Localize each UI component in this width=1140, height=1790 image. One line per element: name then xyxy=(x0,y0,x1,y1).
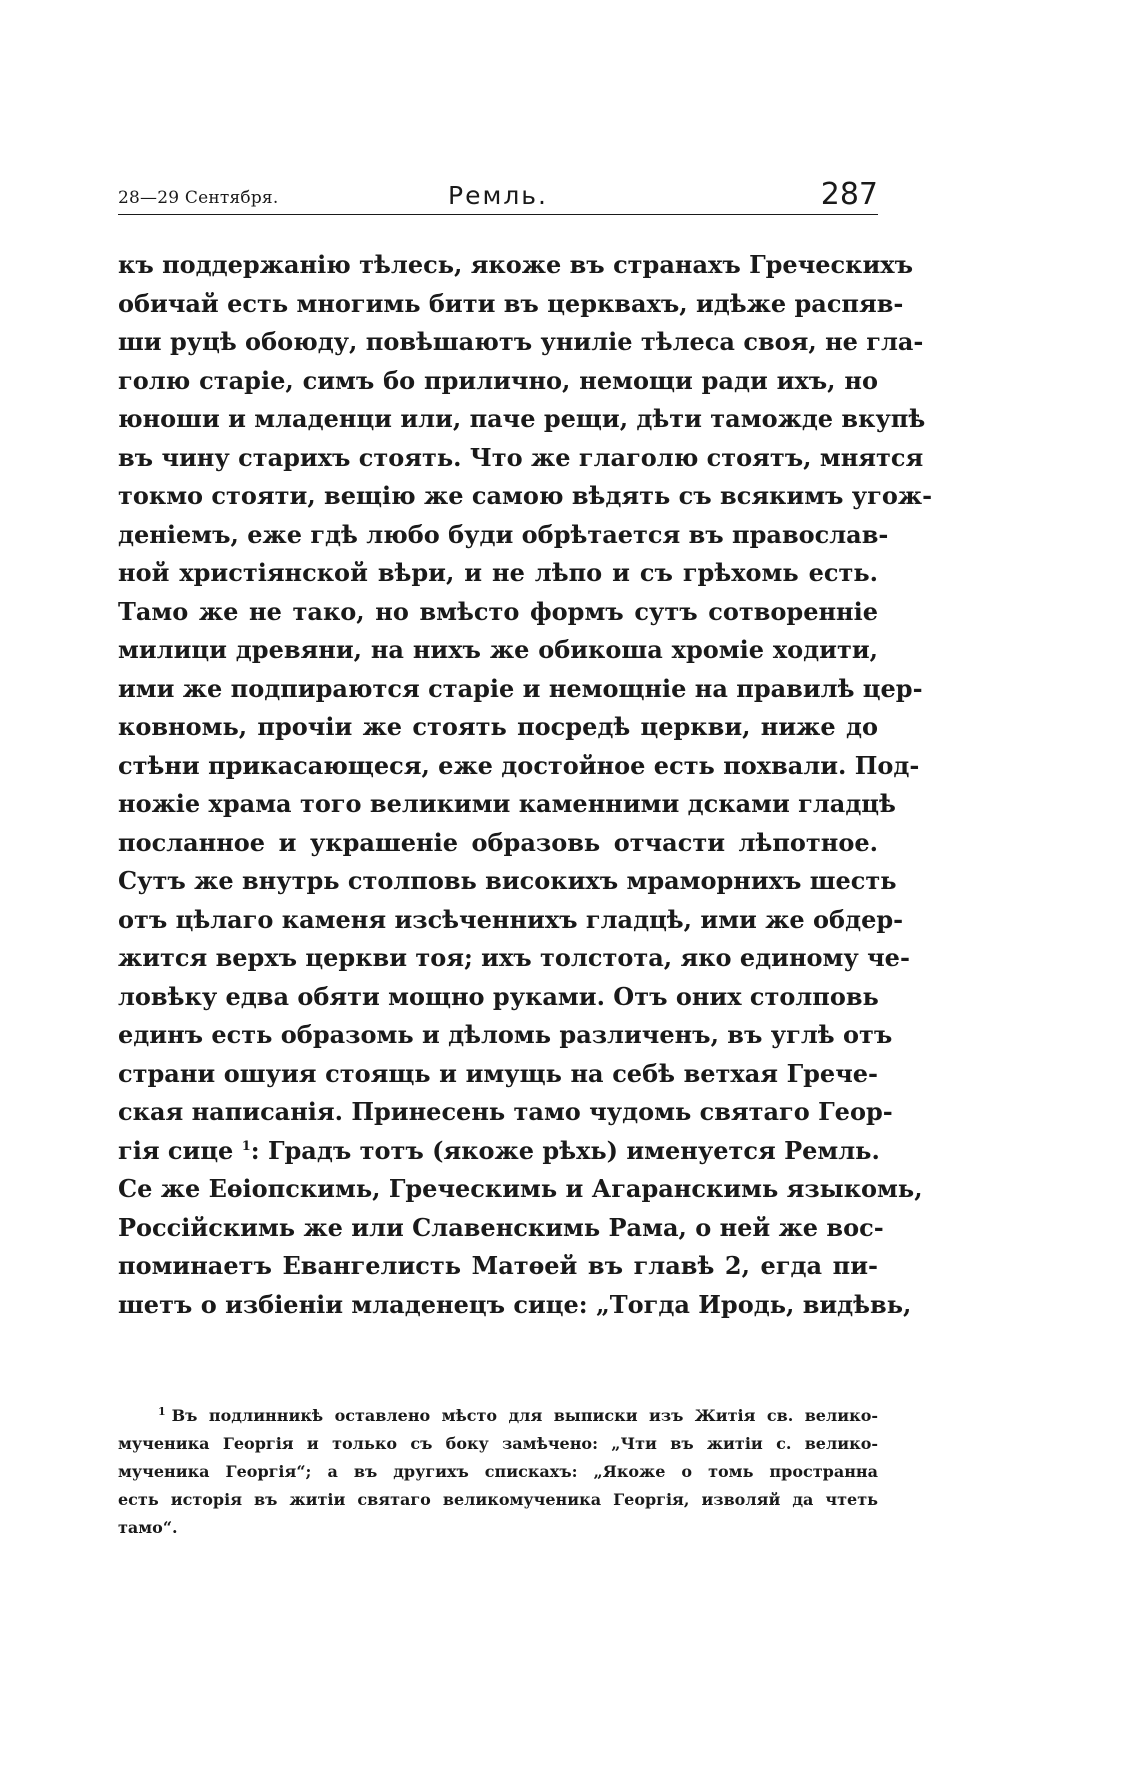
text-line: токмо стояти, вещію же самою вѣдять съ всякимъ угож- xyxy=(118,481,933,510)
footnote-reference[interactable]: 1 xyxy=(241,1138,251,1154)
text-line: ловѣку едва обяти мощно руками. Отъ оних столповь xyxy=(118,981,879,1011)
footnote-line: мученика Георгія“; а въ другихъ спискахъ: „Якоже о томь пространна xyxy=(118,1462,878,1481)
text-segment: гія сице xyxy=(118,1135,234,1165)
text-line: ими же подпираются старіе и немощніе на правилѣ цер- xyxy=(118,673,923,703)
page-header xyxy=(118,170,878,214)
header-rule xyxy=(118,214,878,215)
text-line: ковномь, прочіи же стоять посредѣ церкви, ниже до xyxy=(118,712,878,741)
body-text xyxy=(118,246,933,1324)
text-line: жится верхъ церкви тоя; ихъ толстота, яко единому че- xyxy=(118,943,910,972)
text-segment: : Градъ тотъ (якоже рѣхь) именуется Ремль. xyxy=(250,1135,880,1165)
text-line: деніемъ, еже гдѣ любо буди обрѣтается въ православ- xyxy=(118,519,889,549)
text-line: голю старіе, симъ бо прилично, немощи ради ихъ, но xyxy=(118,365,878,395)
text-line: юноши и младенци или, паче рещи, дѣти тамождe вкупѣ xyxy=(118,404,926,433)
text-line: поминаетъ Евангелисть Матѳей въ главѣ 2, егда пи- xyxy=(118,1251,878,1280)
text-line: единъ есть образомь и дѣломь различенъ, въ углѣ отъ xyxy=(118,1020,893,1049)
text-line: шетъ о избіеніи младенецъ сице: „Тогда Иродь, видѣвь, xyxy=(118,1289,912,1319)
text-line: милици древяни, на нихъ же обикоша хромiе ходити, xyxy=(118,635,878,664)
footnote xyxy=(118,1402,878,1542)
page-number: 287 xyxy=(820,177,878,212)
text-line: страни ошуия стоящь и имущь на себѣ ветхая Грече- xyxy=(118,1058,878,1088)
text-line: Тамо же не тако, но вмѣсто формъ сутъ сотворенніе xyxy=(118,596,878,626)
running-title: Ремль. xyxy=(448,181,548,210)
footnote-line: тамо“. xyxy=(118,1518,178,1537)
text-line: Сутъ же внутрь столповь високихъ мраморнихъ шесть xyxy=(118,866,897,895)
text-line: ной христіянской вѣри, и не лѣпо и съ грѣхомь есть. xyxy=(118,558,878,587)
text-line-with-footnote-ref xyxy=(118,1132,878,1171)
footnote-line: есть исторія въ житіи святаго великомученика Георгія, изволяй да чтеть xyxy=(118,1490,878,1509)
footnote-line xyxy=(118,1402,878,1430)
text-line: въ чину старихъ стоять. Что же глаголю стоятъ, мнятся xyxy=(118,442,924,472)
footnote-line: мученика Георгія и только съ боку замѣчено: „Чти въ житіи с. велико- xyxy=(118,1434,878,1453)
text-line: къ поддержанію тѣлесь, якоже въ странахъ Греческихъ xyxy=(118,250,913,279)
text-line: ская написанія. Принесень тамо чудомь святаго Геор- xyxy=(118,1097,893,1126)
text-line: ножіе храма того великими каменними дсками гладцѣ xyxy=(118,789,896,818)
text-line: ши руцѣ обоюду, повѣшаютъ униліе тѣлеса своя, не гла- xyxy=(118,327,924,356)
footnote-text: Въ подлинникѣ оставлено мѣсто для выписки изъ Житія св. велико- xyxy=(171,1406,878,1425)
text-line: Россійскимь же или Славенскимь Рама, о ней же вос- xyxy=(118,1212,884,1242)
footnote-marker: 1 xyxy=(158,1404,166,1418)
text-line: стѣни прикасающеся, еже достойное есть похвали. Под- xyxy=(118,750,920,780)
text-line: Се же Еѳіопскимь, Греческимь и Агаранскимь языкомь, xyxy=(118,1174,923,1203)
text-line: обичай есть многимь бити въ церквахъ, идѣже распяв- xyxy=(118,288,904,318)
text-line: посланное и украшеніе образовь отчасти лѣпотное. xyxy=(118,827,878,857)
text-line: отъ цѣлаго каменя изсѣченнихъ гладцѣ, ими же обдер- xyxy=(118,904,904,934)
header-date-range: 28—29 Сентября. xyxy=(118,188,279,208)
